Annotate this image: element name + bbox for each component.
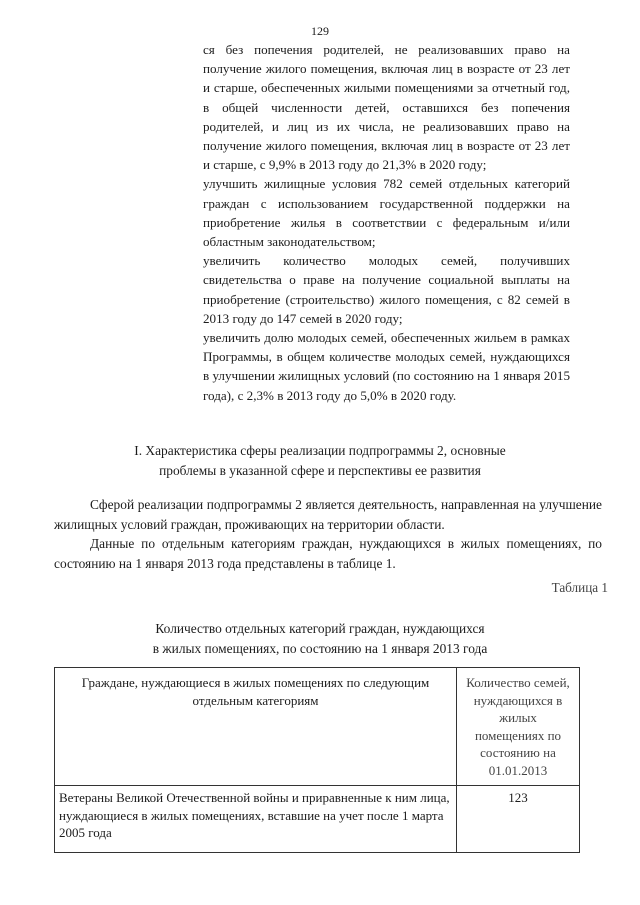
body-text bbox=[54, 495, 602, 573]
table-title-line: в жилых помещениях, по состоянию на 1 января 2013 года bbox=[152, 640, 488, 656]
body-paragraph: Сферой реализации подпрограммы 2 является деятельность, направленная на улучшение жилищных условий граждан, проживающих на территории области. bbox=[54, 497, 602, 532]
goal-paragraph: увеличить количество молодых семей, получивших свидетельства о праве на получение социальной выплаты на приобретение (строительство) жилого помещения, с 82 семей в 2013 году до 147 семей в 2020 году; bbox=[203, 253, 570, 326]
table-title-line: Количество отдельных категорий граждан, нуждающихся bbox=[155, 621, 485, 636]
table-row bbox=[55, 786, 580, 853]
table-header-count: Количество семей, нуждающихся в жилых помещениях по состоянию на 01.01.2013 bbox=[457, 668, 580, 786]
table-cell-count: 123 bbox=[457, 786, 580, 853]
section-heading-line: проблемы в указанной сфере и перспективы ее развития bbox=[159, 462, 481, 478]
section-heading-line: I. Характеристика сферы реализации подпрограммы 2, основные bbox=[134, 443, 506, 458]
table-cell-category: Ветераны Великой Отечественной войны и приравненные к ним лица, нуждающиеся в жилых помещениях, вставшие на учет после 1 марта 2005 года bbox=[55, 786, 457, 853]
page-number: 129 bbox=[311, 24, 329, 38]
body-paragraph: Данные по отдельным категориям граждан, нуждающихся в жилых помещениях, по состоянию на 1 января 2013 года представлены в таблице 1. bbox=[54, 536, 602, 571]
goal-paragraph: ся без попечения родителей, не реализовавших право на получение жилого помещения, включая лиц в возрасте от 23 лет и старше, обеспеченных жилыми помещениями за отчетный год, в общей численности детей, оставшихся без попечения родителей, и лиц из их числа, не реализовавших право на получение жилого помещения, включая лиц в возрасте от 23 лет и старше, с 9,9% в 2013 году до 21,3% в 2020 году; bbox=[203, 42, 570, 173]
goals-list bbox=[203, 40, 570, 405]
goal-paragraph: улучшить жилищные условия 782 семей отдельных категорий граждан с использованием государственной поддержки на приобретение жилья в соответствии с федеральным и/или областным законодательством; bbox=[203, 176, 570, 250]
goal-paragraph: увеличить долю молодых семей, обеспеченных жильем в рамках Программы, в общем количестве молодых семей, нуждающихся в улучшении жилищных условий (по состоянию на 1 января 2015 года), с 2,3% в 2013 году до 5,0% в 2020 году. bbox=[203, 330, 570, 403]
table-header-row bbox=[55, 668, 580, 786]
table-title bbox=[90, 619, 550, 658]
table-label: Таблица 1 bbox=[551, 580, 608, 595]
categories-table bbox=[54, 667, 580, 853]
table-header-category: Граждане, нуждающиеся в жилых помещениях по следующим отдельным категориям bbox=[55, 668, 457, 786]
section-heading bbox=[90, 441, 550, 480]
